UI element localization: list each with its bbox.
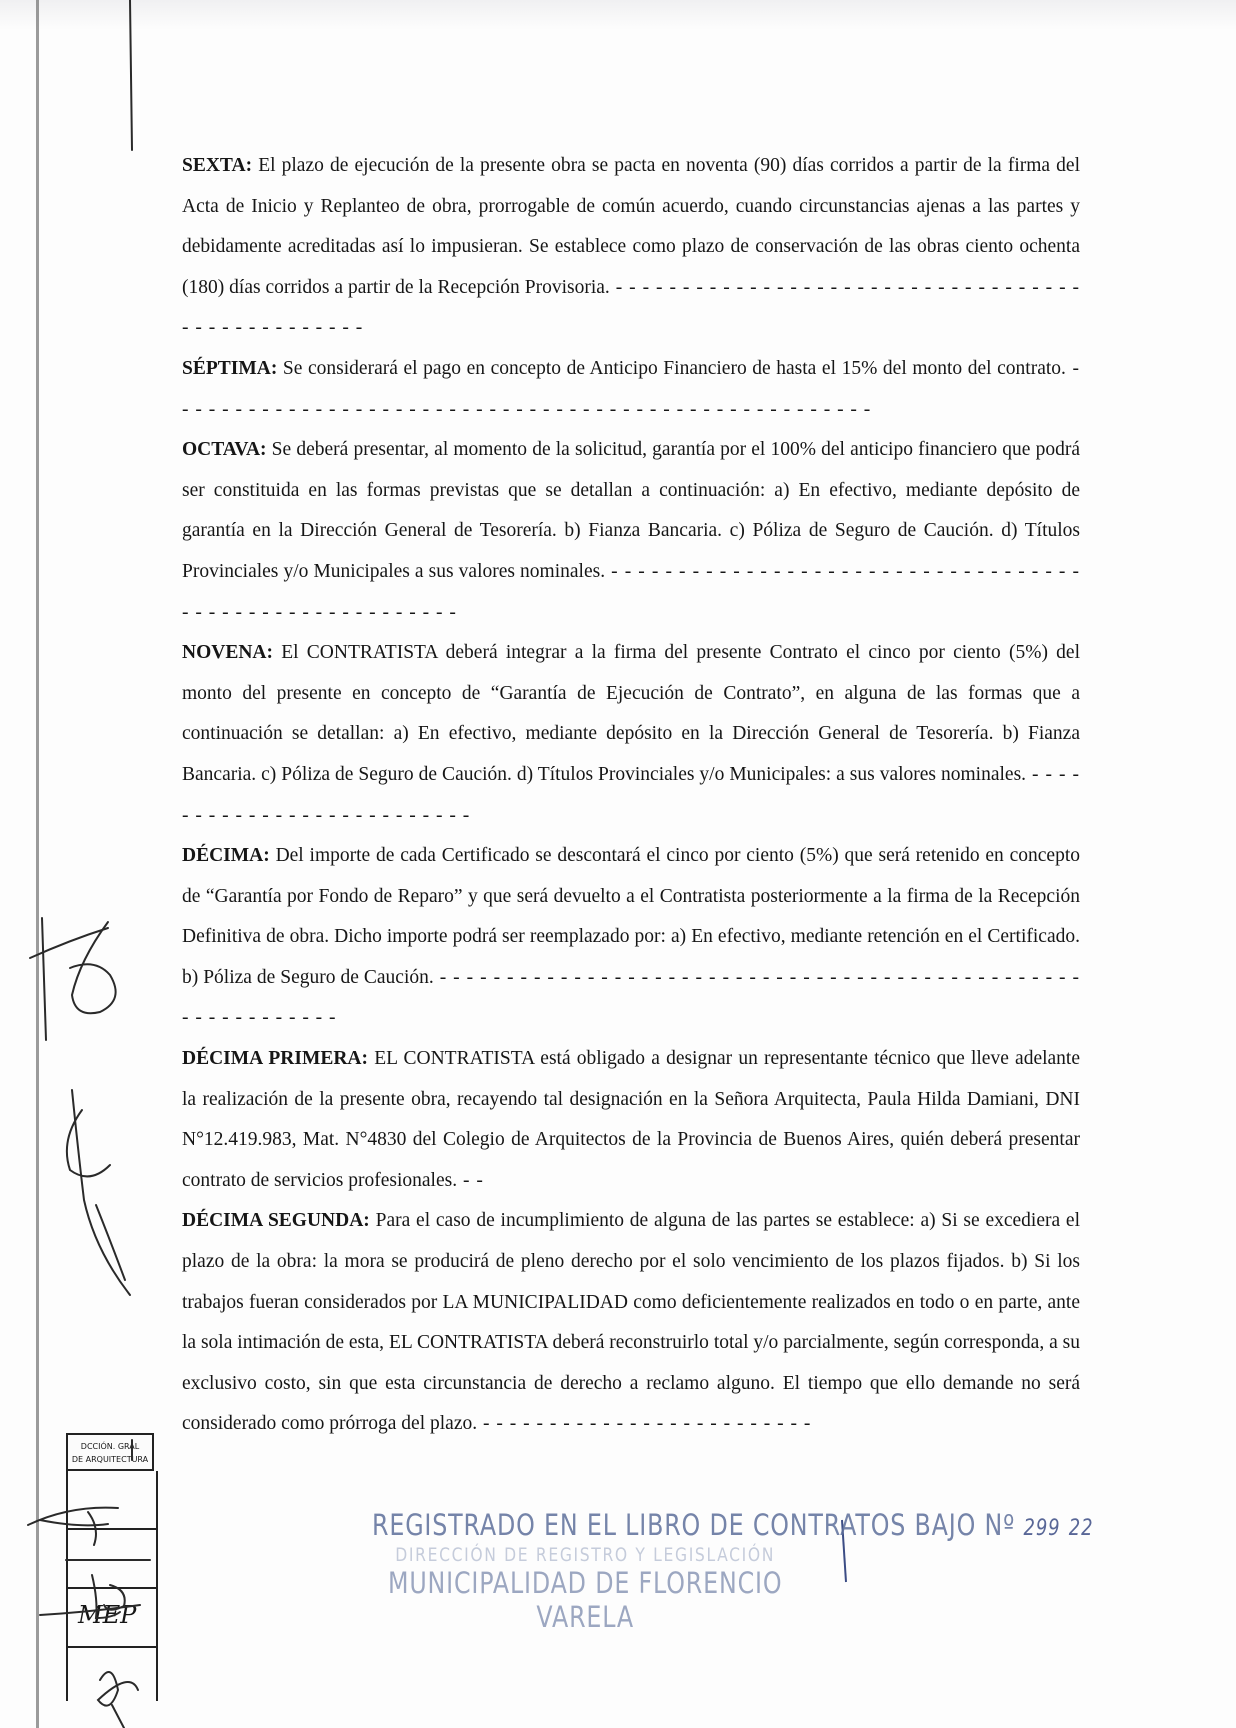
- registry-stamp-line: MUNICIPALIDAD DE FLORENCIO VARELA: [387, 1566, 783, 1634]
- clause-dashes: - - - - - - - - - - - - - - - - - - - - - - - - - - - - - - - - - - - - - - - - - - - - - - - - - - - - -: [182, 357, 1081, 420]
- department-stamp: [66, 1433, 154, 1471]
- clause-dashes: - - - - - - - - - - - - - - - - - - - - - - - - - - - - - - - - - - - - - - - - - - - - - - - - - - - - - - - -: [182, 560, 1080, 623]
- registry-year: 22: [1068, 1516, 1094, 1541]
- clause-dashes: - - - - - - - - - - - - - - - - - - - - - - - - - - - - - - - - - - - - - - - - - - - - - - - - -: [182, 276, 1080, 339]
- clause-dashes: - -: [457, 1169, 484, 1191]
- clause-heading: OCTAVA:: [182, 439, 267, 461]
- clause-heading: SÉPTIMA:: [182, 357, 278, 379]
- clause-heading: DÉCIMA PRIMERA:: [182, 1048, 369, 1070]
- clause-text: EL CONTRATISTA está obligado a designar un representante técnico que lleve adelante la realización de la presente obra, recayendo tal designación en la Señora Arquitecta, Paula Hilda Damiani, DNI N°12.419.983, Mat. N°4830 del Colegio de Arquitectos de la Provincia de Buenos Aires, quién deberá presentar contrato de servicios profesionales.: [182, 1048, 1080, 1191]
- clause-heading: DÉCIMA SEGUNDA:: [182, 1210, 370, 1232]
- contract-body: [182, 146, 1080, 1445]
- clause-decima: [182, 836, 1080, 1039]
- stamp-line: DE ARQUITECTURA: [71, 1455, 149, 1464]
- clause-text: Para el caso de incumplimiento de alguna de las partes se establece: a) Si se excediera el plazo de la obra: la mora se producirá de pleno derecho por el solo vencimiento de los plazos fijados. b) Si los trabajos fueran considerados por LA MUNICIPALIDAD como deficientemente realizados en todo o en parte, ante la sola intimación de esta, EL CONTRATISTA deberá reconstruirlo total y/o parcialmente, según corresponda, a su exclusivo costo, sin que esta circunstancia de derecho a reclamo alguno. El tiempo que ello demande no será considerado como prórroga del plazo.: [182, 1210, 1081, 1435]
- registry-stamp-line: [372, 1508, 1094, 1542]
- clause-heading: SEXTA:: [182, 155, 253, 176]
- clause-decima-primera: [182, 1039, 1080, 1201]
- clause-text: Se deberá presentar, al momento de la solicitud, garantía por el 100% del anticipo financiero que podrá ser constituida en las formas previstas que se detallan a continuación: a) En efectivo, mediante depósito de garantía en la Dirección General de Tesorería. b) Fianza Bancaria. c) Póliza de Seguro de Caución. d) Títulos Provinciales y/o Municipales a sus valores nominales.: [182, 439, 1080, 582]
- signature-stroke: [30, 928, 108, 958]
- signature-stroke: [70, 922, 116, 1013]
- clause-dashes: - - - - - - - - - - - - - - - - - - - - - - - - -: [477, 1413, 812, 1435]
- initials-cell: [68, 1648, 156, 1705]
- clause-octava: [182, 430, 1080, 633]
- registry-stamp: [372, 1508, 1094, 1634]
- signature-stroke: [42, 918, 46, 1040]
- clause-text: Del importe de cada Certificado se descontará el cinco por ciento (5%) que será retenido en concepto de “Garantía por Fondo de Reparo” y que será devuelto a el Contratista posteriormente a la firma de la Recepción Definitiva de obra. Dicho importe podrá ser reemplazado por: a) En efectivo, mediante retención en el Certificado. b) Póliza de Seguro de Caución.: [182, 845, 1080, 988]
- registry-stamp-line: DIRECCIÓN DE REGISTRO Y LEGISLACIÓN: [395, 1544, 776, 1566]
- clause-dashes: - - - - - - - - - - - - - - - - - - - - - - - - - -: [182, 763, 1080, 826]
- signature-stroke: [96, 1205, 125, 1280]
- clause-text: Se considerará el pago en concepto de Anticipo Financiero de hasta el 15% del monto del contrato.: [277, 357, 1066, 379]
- clause-novena: [182, 633, 1080, 836]
- signature-stroke: [112, 1705, 124, 1728]
- clause-dashes: - - - - - - - - - - - - - - - - - - - - - - - - - - - - - - - - - - - - - - - - - - - - - - - - - - - - - - - - - - - -: [182, 966, 1080, 1029]
- clause-text: El plazo de ejecución de la presente obra se pacta en noventa (90) días corridos a partir de la firma del Acta de Inicio y Replanteo de obra, prorrogable de común acuerdo, cuando circunstancias ajenas a las partes y debidamente acreditadas así lo impusieran. Se establece como plazo de conservación de las obras ciento ochenta (180) días corridos a partir de la Recepción Provisoria.: [182, 155, 1080, 298]
- scan-top-smudge: [0, 0, 1236, 30]
- initials-cell: [68, 1471, 156, 1530]
- initials-box: [66, 1471, 158, 1701]
- clause-heading: NOVENA:: [182, 642, 273, 664]
- registry-number: 299: [1023, 1516, 1061, 1541]
- signature-stroke: [72, 1090, 130, 1295]
- clause-text: El CONTRATISTA deberá integrar a la firma del presente Contrato el cinco por ciento (5%) del monto del presente en concepto de “Garantía de Ejecución de Contrato”, en alguna de las formas que a continuación se detallan: a) En efectivo, mediante depósito en la Dirección General de Tesorería. b) Fianza Bancaria. c) Póliza de Seguro de Caución. d) Títulos Provinciales y/o Municipales: a sus valores nominales.: [182, 642, 1080, 785]
- signature-stroke: [67, 1110, 110, 1176]
- initials-cell: [68, 1589, 156, 1648]
- clause-decima-segunda: [182, 1201, 1080, 1445]
- clause-sexta: [182, 146, 1080, 349]
- initials-text: MEP: [78, 1601, 137, 1629]
- stamp-line: DCCIÓN. GRAL: [80, 1442, 140, 1451]
- binding-margin-line: [36, 0, 39, 1728]
- initials-cell: [68, 1530, 156, 1589]
- clause-heading: DÉCIMA:: [182, 845, 270, 867]
- registry-label: REGISTRADO EN EL LIBRO DE CONTRATOS BAJO Nº: [372, 1508, 1016, 1542]
- clause-septima: [182, 349, 1080, 430]
